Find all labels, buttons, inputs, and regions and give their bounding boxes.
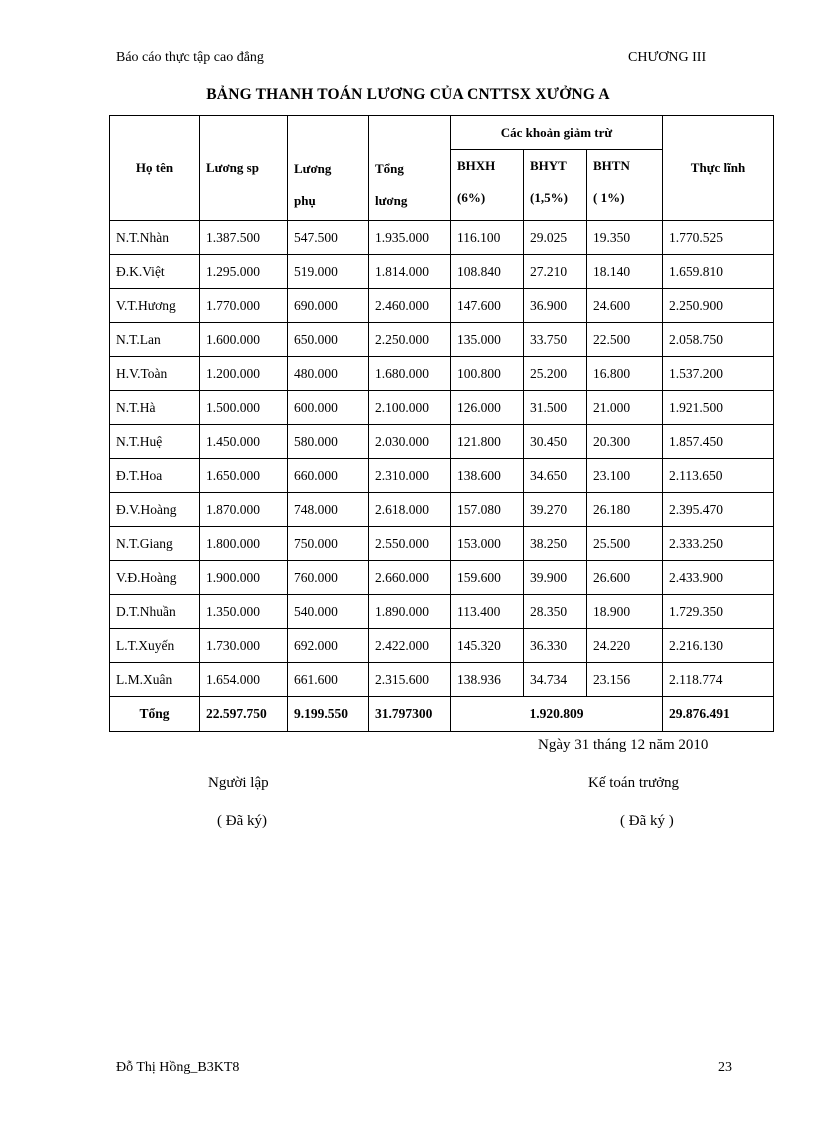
total-deductions: 1.920.809 xyxy=(451,697,663,732)
cell-tong-luong: 1.814.000 xyxy=(369,255,451,289)
total-tong-luong: 31.797300 xyxy=(369,697,451,732)
table-row xyxy=(110,595,774,629)
cell-luong-sp: 1.600.000 xyxy=(200,323,288,357)
header-bhxh: BHXH (6%) xyxy=(451,150,524,221)
cell-tong-luong: 2.315.600 xyxy=(369,663,451,697)
cell-bhyt: 33.750 xyxy=(524,323,587,357)
cell-thuc-linh: 2.216.130 xyxy=(663,629,774,663)
cell-bhxh: 138.600 xyxy=(451,459,524,493)
cell-bhtn: 24.220 xyxy=(587,629,663,663)
table-row xyxy=(110,255,774,289)
cell-name: N.T.Nhàn xyxy=(110,221,200,255)
signature-accountant-note: ( Đã ký ) xyxy=(620,813,674,829)
cell-luong-phu: 519.000 xyxy=(288,255,369,289)
cell-name: Đ.K.Việt xyxy=(110,255,200,289)
cell-bhxh: 100.800 xyxy=(451,357,524,391)
cell-luong-phu: 580.000 xyxy=(288,425,369,459)
cell-name: N.T.Giang xyxy=(110,527,200,561)
cell-bhxh: 108.840 xyxy=(451,255,524,289)
header-luong-sp: Lương sp xyxy=(200,116,288,221)
cell-luong-phu: 748.000 xyxy=(288,493,369,527)
cell-name: Đ.T.Hoa xyxy=(110,459,200,493)
total-label: Tổng xyxy=(110,697,200,732)
cell-bhyt: 36.330 xyxy=(524,629,587,663)
cell-thuc-linh: 2.118.774 xyxy=(663,663,774,697)
table-row xyxy=(110,391,774,425)
total-thuc-linh: 29.876.491 xyxy=(663,697,774,732)
footer-author: Đỗ Thị Hồng_B3KT8 xyxy=(116,1060,240,1075)
cell-luong-sp: 1.350.000 xyxy=(200,595,288,629)
cell-bhxh: 153.000 xyxy=(451,527,524,561)
header-deductions-group: Các khoản giảm trừ xyxy=(451,116,663,150)
cell-bhyt: 30.450 xyxy=(524,425,587,459)
total-row xyxy=(110,697,774,732)
cell-thuc-linh: 1.770.525 xyxy=(663,221,774,255)
cell-luong-phu: 600.000 xyxy=(288,391,369,425)
cell-bhxh: 147.600 xyxy=(451,289,524,323)
cell-bhxh: 135.000 xyxy=(451,323,524,357)
cell-name: N.T.Huệ xyxy=(110,425,200,459)
header-bhyt: BHYT (1,5%) xyxy=(524,150,587,221)
cell-luong-phu: 660.000 xyxy=(288,459,369,493)
page-number: 23 xyxy=(718,1060,732,1075)
cell-bhtn: 16.800 xyxy=(587,357,663,391)
cell-thuc-linh: 2.058.750 xyxy=(663,323,774,357)
cell-tong-luong: 2.550.000 xyxy=(369,527,451,561)
table-row xyxy=(110,425,774,459)
cell-bhyt: 31.500 xyxy=(524,391,587,425)
cell-luong-phu: 480.000 xyxy=(288,357,369,391)
cell-luong-phu: 690.000 xyxy=(288,289,369,323)
table-row xyxy=(110,527,774,561)
cell-bhxh: 157.080 xyxy=(451,493,524,527)
cell-luong-sp: 1.200.000 xyxy=(200,357,288,391)
cell-bhxh: 121.800 xyxy=(451,425,524,459)
cell-bhyt: 34.650 xyxy=(524,459,587,493)
cell-luong-sp: 1.450.000 xyxy=(200,425,288,459)
total-luong-sp: 22.597.750 xyxy=(200,697,288,732)
cell-tong-luong: 2.250.000 xyxy=(369,323,451,357)
cell-bhyt: 34.734 xyxy=(524,663,587,697)
cell-luong-phu: 692.000 xyxy=(288,629,369,663)
header-thuc-linh: Thực lĩnh xyxy=(663,116,774,221)
cell-bhxh: 159.600 xyxy=(451,561,524,595)
header-luong-phu: Lương phụ xyxy=(288,116,369,221)
cell-bhyt: 39.270 xyxy=(524,493,587,527)
cell-tong-luong: 2.618.000 xyxy=(369,493,451,527)
cell-luong-phu: 547.500 xyxy=(288,221,369,255)
cell-luong-sp: 1.654.000 xyxy=(200,663,288,697)
signature-preparer-role: Người lập xyxy=(208,775,269,791)
cell-bhtn: 18.140 xyxy=(587,255,663,289)
cell-bhtn: 20.300 xyxy=(587,425,663,459)
cell-bhxh: 145.320 xyxy=(451,629,524,663)
cell-thuc-linh: 1.537.200 xyxy=(663,357,774,391)
total-luong-phu: 9.199.550 xyxy=(288,697,369,732)
cell-name: V.Đ.Hoàng xyxy=(110,561,200,595)
cell-thuc-linh: 2.113.650 xyxy=(663,459,774,493)
header-bhtn: BHTN ( 1%) xyxy=(587,150,663,221)
cell-luong-phu: 540.000 xyxy=(288,595,369,629)
cell-tong-luong: 1.890.000 xyxy=(369,595,451,629)
cell-luong-sp: 1.387.500 xyxy=(200,221,288,255)
cell-bhtn: 24.600 xyxy=(587,289,663,323)
cell-tong-luong: 2.460.000 xyxy=(369,289,451,323)
cell-bhxh: 138.936 xyxy=(451,663,524,697)
table-row xyxy=(110,459,774,493)
cell-luong-phu: 661.600 xyxy=(288,663,369,697)
cell-bhtn: 23.156 xyxy=(587,663,663,697)
cell-tong-luong: 1.680.000 xyxy=(369,357,451,391)
table-row xyxy=(110,493,774,527)
signature-preparer-note: ( Đã ký) xyxy=(217,813,267,829)
header-name: Họ tên xyxy=(110,116,200,221)
cell-thuc-linh: 2.395.470 xyxy=(663,493,774,527)
signature-accountant-role: Kế toán trưởng xyxy=(588,775,680,791)
cell-name: V.T.Hương xyxy=(110,289,200,323)
cell-tong-luong: 2.310.000 xyxy=(369,459,451,493)
cell-thuc-linh: 2.250.900 xyxy=(663,289,774,323)
cell-name: H.V.Toàn xyxy=(110,357,200,391)
cell-name: L.M.Xuân xyxy=(110,663,200,697)
cell-bhyt: 38.250 xyxy=(524,527,587,561)
cell-luong-phu: 750.000 xyxy=(288,527,369,561)
cell-bhtn: 25.500 xyxy=(587,527,663,561)
cell-bhtn: 18.900 xyxy=(587,595,663,629)
cell-name: Đ.V.Hoàng xyxy=(110,493,200,527)
cell-thuc-linh: 1.921.500 xyxy=(663,391,774,425)
cell-thuc-linh: 2.433.900 xyxy=(663,561,774,595)
page-title: BẢNG THANH TOÁN LƯƠNG CỦA CNTTSX XƯỞNG A xyxy=(206,86,610,103)
cell-bhyt: 27.210 xyxy=(524,255,587,289)
cell-luong-sp: 1.800.000 xyxy=(200,527,288,561)
cell-tong-luong: 2.100.000 xyxy=(369,391,451,425)
cell-bhxh: 113.400 xyxy=(451,595,524,629)
table-row xyxy=(110,561,774,595)
cell-name: N.T.Lan xyxy=(110,323,200,357)
cell-tong-luong: 1.935.000 xyxy=(369,221,451,255)
cell-luong-sp: 1.295.000 xyxy=(200,255,288,289)
header-left: Báo cáo thực tập cao đẳng xyxy=(116,50,264,65)
payroll-table xyxy=(109,115,774,732)
date-line: Ngày 31 tháng 12 năm 2010 xyxy=(538,737,709,753)
cell-luong-sp: 1.730.000 xyxy=(200,629,288,663)
cell-luong-sp: 1.770.000 xyxy=(200,289,288,323)
cell-bhyt: 39.900 xyxy=(524,561,587,595)
table-row xyxy=(110,629,774,663)
cell-bhtn: 26.180 xyxy=(587,493,663,527)
cell-bhtn: 26.600 xyxy=(587,561,663,595)
table-row xyxy=(110,323,774,357)
cell-thuc-linh: 1.729.350 xyxy=(663,595,774,629)
cell-tong-luong: 2.660.000 xyxy=(369,561,451,595)
header-right: CHƯƠNG III xyxy=(628,50,707,65)
cell-luong-sp: 1.650.000 xyxy=(200,459,288,493)
table-row xyxy=(110,289,774,323)
cell-bhtn: 19.350 xyxy=(587,221,663,255)
cell-luong-phu: 650.000 xyxy=(288,323,369,357)
cell-name: D.T.Nhuần xyxy=(110,595,200,629)
table-row xyxy=(110,357,774,391)
cell-luong-sp: 1.500.000 xyxy=(200,391,288,425)
cell-luong-sp: 1.870.000 xyxy=(200,493,288,527)
table-row xyxy=(110,663,774,697)
cell-bhyt: 36.900 xyxy=(524,289,587,323)
cell-bhtn: 23.100 xyxy=(587,459,663,493)
cell-tong-luong: 2.030.000 xyxy=(369,425,451,459)
cell-thuc-linh: 2.333.250 xyxy=(663,527,774,561)
cell-luong-sp: 1.900.000 xyxy=(200,561,288,595)
cell-luong-phu: 760.000 xyxy=(288,561,369,595)
cell-bhtn: 22.500 xyxy=(587,323,663,357)
cell-thuc-linh: 1.659.810 xyxy=(663,255,774,289)
cell-bhtn: 21.000 xyxy=(587,391,663,425)
cell-bhyt: 29.025 xyxy=(524,221,587,255)
cell-bhyt: 28.350 xyxy=(524,595,587,629)
cell-thuc-linh: 1.857.450 xyxy=(663,425,774,459)
table-header-row xyxy=(110,116,774,150)
table-row xyxy=(110,221,774,255)
header-tong-luong: Tổng lương xyxy=(369,116,451,221)
cell-bhxh: 116.100 xyxy=(451,221,524,255)
cell-name: N.T.Hà xyxy=(110,391,200,425)
cell-name: L.T.Xuyến xyxy=(110,629,200,663)
cell-tong-luong: 2.422.000 xyxy=(369,629,451,663)
cell-bhxh: 126.000 xyxy=(451,391,524,425)
cell-bhyt: 25.200 xyxy=(524,357,587,391)
